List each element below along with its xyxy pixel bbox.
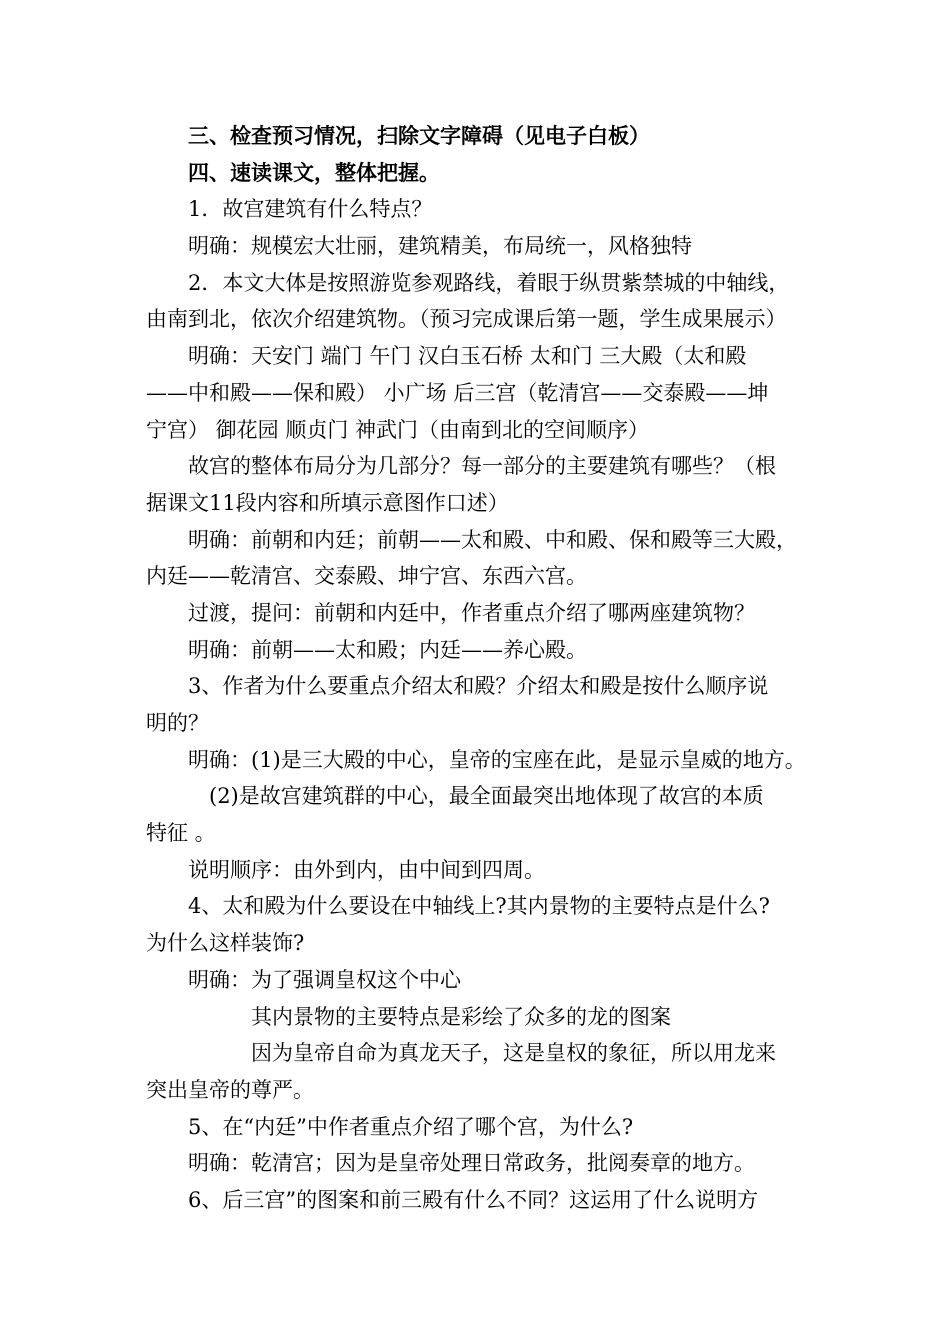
- text-line: ——中和殿——保和殿） 小广场 后三宫（乾清宫——交泰殿——坤: [146, 380, 769, 405]
- text-line: 为什么这样装饰?: [146, 931, 305, 956]
- text-line: 明确：前朝和内廷；前朝——太和殿、中和殿、保和殿等三大殿，: [146, 527, 797, 552]
- text-line: 其内景物的主要特点是彩绘了众多的龙的图案: [146, 1004, 671, 1029]
- text-line: 故宫的整体布局分为几部分？每一部分的主要建筑有哪些？（根: [146, 454, 776, 479]
- section-heading: 四、速读课文，整体把握。: [146, 159, 440, 185]
- text-line: 特征 。: [146, 821, 216, 846]
- text-line: 明确：前朝——太和殿；内廷——养心殿。: [146, 637, 587, 662]
- text-line: 3、作者为什么要重点介绍太和殿？介绍太和殿是按什么顺序说: [146, 674, 769, 699]
- text-line: 明确：(1)是三大殿的中心，皇帝的宝座在此，是显示皇威的地方。: [146, 747, 806, 772]
- text-line: (2)是故宫建筑群的中心，最全面最突出地体现了故宫的本质: [146, 784, 764, 809]
- text-line: 1．故宫建筑有什么特点？: [146, 197, 433, 222]
- text-line: 过渡，提问：前朝和内廷中，作者重点介绍了哪两座建筑物？: [146, 600, 755, 625]
- text-line: 宁宫） 御花园 顺贞门 神武门（由南到北的空间顺序）: [146, 417, 650, 442]
- text-line: 说明顺序：由外到内，由中间到四周。: [146, 857, 545, 882]
- text-line: 明的？: [146, 711, 209, 735]
- text-line: 突出皇帝的尊严。: [146, 1077, 314, 1102]
- text-line: 因为皇帝自命为真龙天子，这是皇权的象征，所以用龙来: [146, 1041, 776, 1066]
- text-line: 明确：乾清宫；因为是皇帝处理日常政务，批阅奏章的地方。: [146, 1151, 755, 1176]
- text-line: 4、太和殿为什么要设在中轴线上?其内景物的主要特点是什么?: [146, 894, 770, 919]
- text-line: 据课文11段内容和所填示意图作口述）: [146, 490, 509, 515]
- text-line: 5、在“内廷”中作者重点介绍了哪个宫，为什么?: [146, 1114, 634, 1139]
- text-line: 明确：天安门 端门 午门 汉白玉石桥 太和门 三大殿（太和殿: [146, 344, 747, 369]
- text-line: 明确：为了强调皇权这个中心: [146, 967, 461, 992]
- text-line: 内廷——乾清宫、交泰殿、坤宁宫、东西六宫。: [146, 564, 587, 589]
- text-line: 2．本文大体是按照游览参观路线，着眼于纵贯紫禁城的中轴线，: [146, 270, 790, 295]
- document-page: [146, 118, 810, 1219]
- text-line: 由南到北，依次介绍建筑物。（预习完成课后第一题，学生成果展示）: [146, 307, 787, 332]
- document-body: [146, 118, 810, 1219]
- section-heading: 三、检查预习情况，扫除文字障碍（见电子白板）: [146, 123, 650, 148]
- text-line: 明确：规模宏大壮丽，建筑精美，布局统一，风格独特: [146, 234, 692, 259]
- text-line: 6、后三宫”的图案和前三殿有什么不同？这运用了什么说明方: [146, 1187, 759, 1212]
